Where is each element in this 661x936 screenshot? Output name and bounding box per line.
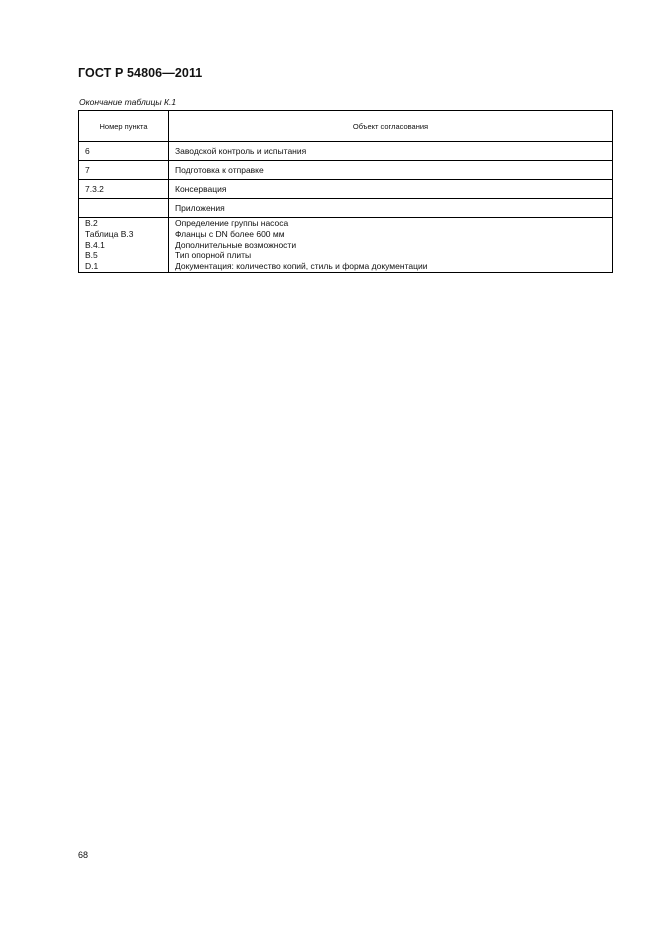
document-header-title: ГОСТ Р 54806—2011: [78, 66, 203, 80]
table-row: [79, 161, 613, 180]
table-row: [79, 180, 613, 199]
approval-object-cell: Подготовка к отправке: [169, 161, 613, 180]
approval-object-cell: Заводской контроль и испытания: [169, 142, 613, 161]
approval-object: Дополнительные возможности: [175, 239, 297, 250]
table-header-row: [79, 111, 613, 142]
approval-object: Фланцы с DN более 600 мм: [175, 228, 285, 239]
approval-object: Тип опорной плиты: [175, 250, 252, 261]
clause-number-cell: 7: [79, 161, 169, 180]
clause-number-cell: 6: [79, 142, 169, 161]
table-row-multiline: [79, 218, 613, 273]
clause-number: В.4.1: [85, 239, 105, 250]
clause-number-cell: [79, 199, 169, 218]
approval-object: Документация: количество копий, стиль и форма документации: [175, 261, 428, 272]
approval-object-cell: Приложения: [169, 199, 613, 218]
column-header-object: Объект согласования: [169, 111, 613, 142]
table-row: [79, 142, 613, 161]
clause-number: D.1: [85, 261, 99, 272]
table-row: [79, 199, 613, 218]
clause-number: В.5: [85, 250, 98, 261]
approval-object: Определение группы насоса: [175, 218, 289, 228]
page-number: 68: [78, 850, 89, 860]
approval-object-list-cell: [169, 218, 613, 273]
clause-number: В.2: [85, 218, 98, 228]
table-caption: Окончание таблицы К.1: [79, 97, 177, 107]
approval-objects-table: [78, 110, 613, 273]
clause-number-cell: 7.3.2: [79, 180, 169, 199]
clause-number-list-cell: [79, 218, 169, 273]
column-header-number: Номер пункта: [79, 111, 169, 142]
clause-number: Таблица В.3: [85, 228, 134, 239]
approval-object-cell: Консервация: [169, 180, 613, 199]
